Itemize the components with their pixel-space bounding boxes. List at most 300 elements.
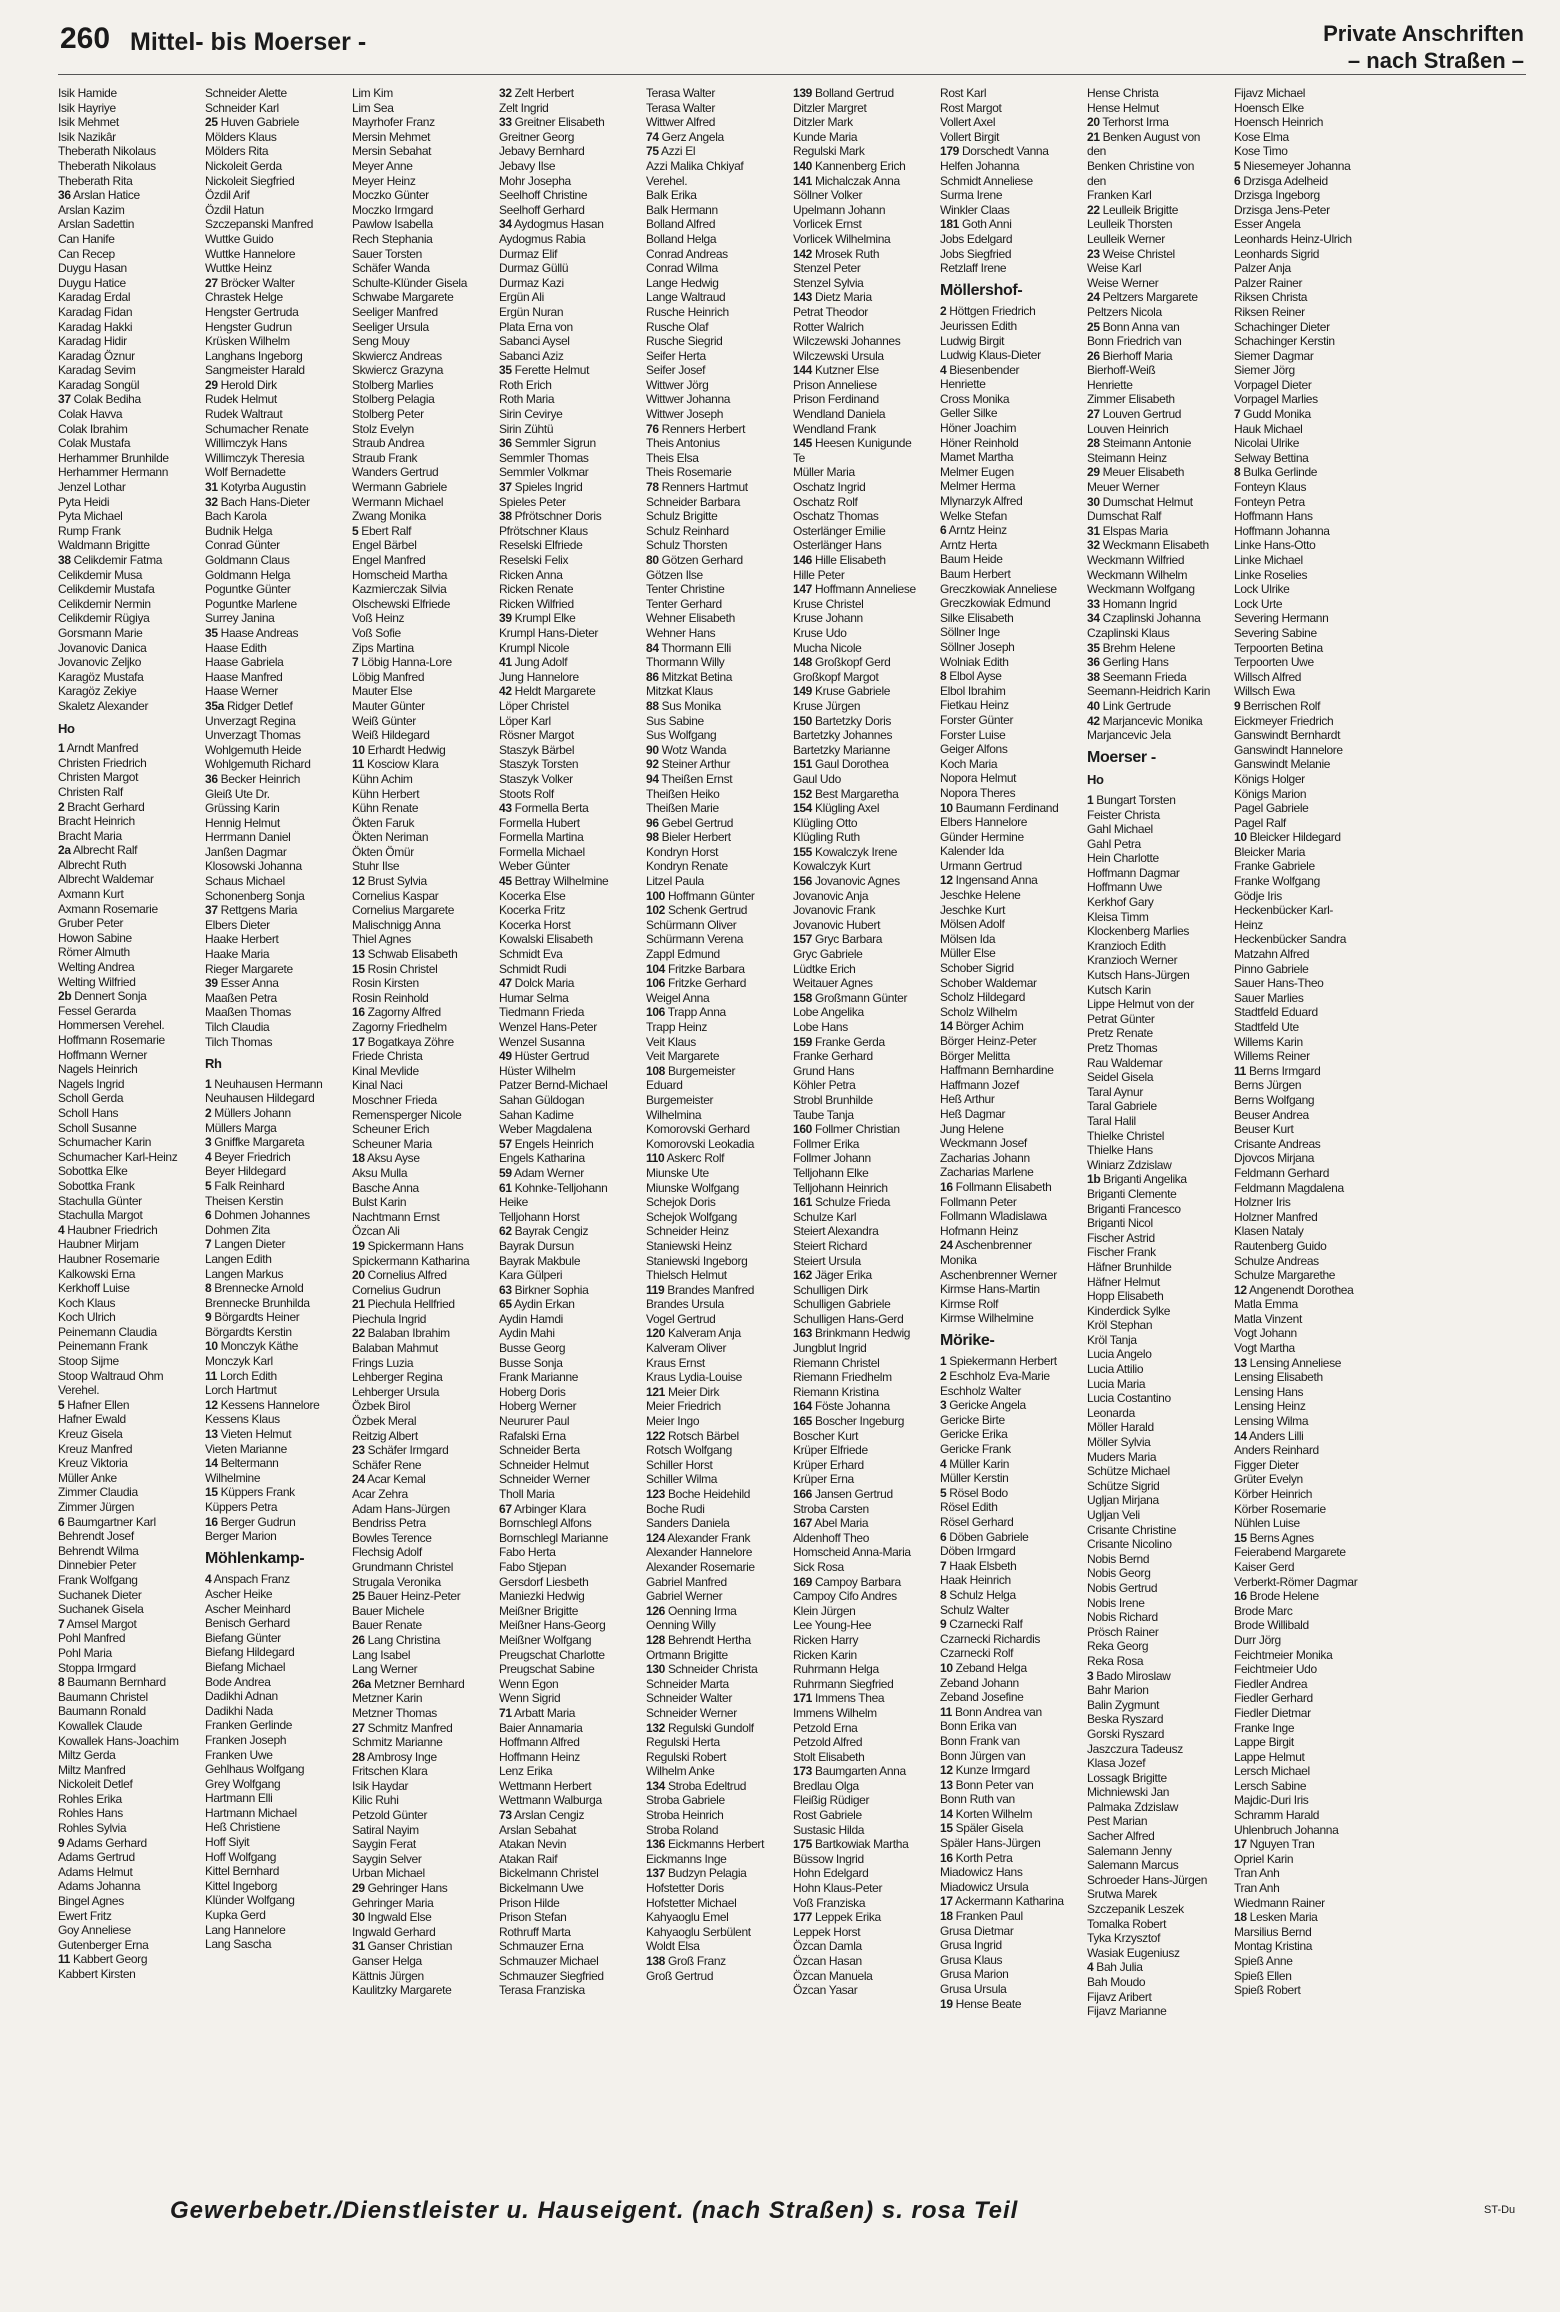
directory-entry: 76 Renners Herbert bbox=[646, 421, 746, 436]
directory-entry: Verehel. bbox=[646, 173, 688, 188]
directory-entry: Cornelius Margarete bbox=[352, 903, 455, 918]
directory-entry: Basche Anna bbox=[352, 1180, 419, 1195]
directory-entry: 39 Esser Anna bbox=[205, 976, 279, 991]
house-number: 15 bbox=[352, 961, 365, 976]
directory-entry: 10 Monczyk Käthe bbox=[205, 1339, 299, 1354]
directory-entry: Bolland Helga bbox=[646, 231, 717, 246]
house-number: 31 bbox=[352, 1939, 365, 1954]
directory-entry: Schwabe Margarete bbox=[352, 290, 454, 305]
directory-entry: Theißen Marie bbox=[646, 801, 719, 816]
directory-entry: Karadag Songül bbox=[58, 377, 140, 392]
directory-entry: Mayrhofer Franz bbox=[352, 115, 435, 130]
directory-entry: 119 Brandes Manfred bbox=[646, 1282, 755, 1297]
directory-entry: Baum Herbert bbox=[940, 567, 1011, 581]
house-number: 104 bbox=[646, 961, 665, 976]
directory-entry: Prison Stefan bbox=[499, 1910, 567, 1925]
directory-entry: 2a Albrecht Ralf bbox=[58, 843, 138, 858]
directory-entry: Bayrak Dursun bbox=[499, 1238, 574, 1253]
directory-entry: 13 Bonn Peter van bbox=[940, 1777, 1034, 1792]
directory-entry: Sobottka Frank bbox=[58, 1178, 135, 1193]
directory-entry: Gersdorf Liesbeth bbox=[499, 1574, 589, 1589]
directory-entry: Isik Nazikâr bbox=[58, 129, 116, 144]
directory-entry: 6 Döben Gabriele bbox=[940, 1529, 1029, 1544]
directory-entry: 1 Arndt Manfred bbox=[58, 741, 139, 756]
directory-entry: Sauer Marlies bbox=[1234, 990, 1304, 1005]
directory-entry: Semmler Thomas bbox=[499, 450, 589, 465]
directory-entry: Gleiß Ute Dr. bbox=[205, 786, 270, 801]
directory-entry: Krüper Erna bbox=[793, 1472, 854, 1487]
directory-entry: Dadikhi Adnan bbox=[205, 1689, 278, 1704]
directory-entry: Albrecht Waldemar bbox=[58, 872, 154, 887]
directory-entry: Patzer Bernd-Michael bbox=[499, 1078, 608, 1093]
directory-entry: 8 Schulz Helga bbox=[940, 1587, 1016, 1602]
directory-entry: Steimann Heinz bbox=[1087, 450, 1167, 465]
directory-entry: 8 Bulka Gerlinde bbox=[1234, 465, 1318, 480]
directory-entry: Lobe Angelika bbox=[793, 1005, 864, 1020]
directory-entry: 6 Dohmen Johannes bbox=[205, 1208, 310, 1223]
directory-entry: Rohles Sylvia bbox=[58, 1821, 127, 1836]
directory-entry: 12 Ingensand Anna bbox=[940, 873, 1038, 888]
directory-entry: Voß Heinz bbox=[352, 611, 405, 626]
directory-entry: Jeschke Kurt bbox=[940, 902, 1006, 917]
directory-entry: Haake Maria bbox=[205, 947, 270, 962]
house-number: 13 bbox=[940, 1777, 953, 1792]
directory-entry: Hohn Klaus-Peter bbox=[793, 1881, 883, 1896]
directory-entry: Monika bbox=[940, 1252, 977, 1267]
directory-entry: 37 Spieles Ingrid bbox=[499, 480, 583, 495]
house-number: 11 bbox=[1234, 1063, 1246, 1078]
directory-entry: Gaul Udo bbox=[793, 771, 841, 786]
house-number: 18 bbox=[352, 1151, 365, 1166]
directory-entry: 29 Meuer Elisabeth bbox=[1087, 465, 1185, 480]
house-number: 2b bbox=[58, 989, 72, 1004]
directory-entry: Kondryn Horst bbox=[646, 844, 719, 859]
directory-entry: Scheuner Maria bbox=[352, 1136, 432, 1151]
directory-entry: Ewert Fritz bbox=[58, 1908, 112, 1923]
directory-entry: Willems Reiner bbox=[1234, 1049, 1310, 1064]
house-number: 49 bbox=[499, 1049, 512, 1064]
house-number: 4 bbox=[205, 1149, 212, 1164]
directory-entry: Ricken Karin bbox=[793, 1647, 857, 1662]
house-number: 9 bbox=[940, 1617, 947, 1632]
directory-entry: Zeband Josefine bbox=[940, 1690, 1024, 1705]
house-number: 30 bbox=[1087, 494, 1100, 509]
directory-entry: Meier Ingo bbox=[646, 1414, 700, 1429]
directory-entry: Pest Marian bbox=[1087, 1814, 1148, 1829]
directory-entry: Severing Sabine bbox=[1234, 625, 1317, 640]
directory-entry: Zips Martina bbox=[352, 640, 414, 655]
directory-entry: Königs Marion bbox=[1234, 786, 1307, 801]
directory-entry: Fonteyn Klaus bbox=[1234, 480, 1307, 495]
directory-entry: Cornelius Gudrun bbox=[352, 1282, 441, 1297]
directory-entry: Briganti Francesco bbox=[1087, 1201, 1181, 1216]
directory-entry: Burgemeister bbox=[646, 1092, 714, 1107]
house-number: 11 bbox=[205, 1368, 217, 1383]
directory-entry: Baier Annamaria bbox=[499, 1720, 583, 1735]
directory-entry: Mucha Nicole bbox=[793, 640, 862, 655]
directory-entry: Hoffmann Rosemarie bbox=[58, 1033, 165, 1047]
directory-entry: Kowalski Elisabeth bbox=[499, 932, 593, 947]
directory-entry: Palmaka Zdzislaw bbox=[1087, 1799, 1179, 1814]
directory-entry: Haak Heinrich bbox=[940, 1573, 1011, 1588]
directory-entry: 5 Hafner Ellen bbox=[58, 1397, 130, 1412]
directory-entry: Hoberg Doris bbox=[499, 1384, 566, 1399]
directory-entry: Fiedler Andrea bbox=[1234, 1676, 1308, 1691]
directory-entry: 35 Brehm Helene bbox=[1087, 640, 1176, 655]
directory-column bbox=[352, 86, 499, 2186]
house-number: 13 bbox=[352, 947, 365, 962]
directory-entry: Vorlicek Ernst bbox=[793, 217, 862, 232]
directory-entry: Celikdemir Nermin bbox=[58, 596, 151, 611]
directory-entry: Reka Rosa bbox=[1087, 1653, 1144, 1668]
directory-entry: Tilch Claudia bbox=[205, 1020, 270, 1034]
directory-entry: Hille Peter bbox=[793, 567, 845, 582]
directory-entry: Mohr Josepha bbox=[499, 173, 571, 188]
directory-entry: Schmidt Rudi bbox=[499, 961, 567, 976]
directory-entry: Wolf Bernadette bbox=[205, 465, 286, 480]
directory-entry: Colak Ibrahim bbox=[58, 421, 128, 436]
directory-entry: 31 Elspas Maria bbox=[1087, 523, 1168, 538]
directory-entry: Wilczewski Ursula bbox=[793, 348, 884, 363]
house-number: 167 bbox=[793, 1516, 812, 1531]
directory-entry: 124 Alexander Frank bbox=[646, 1530, 751, 1545]
directory-entry: 25 Bauer Heinz-Peter bbox=[352, 1589, 461, 1604]
directory-entry: 86 Mitzkat Betina bbox=[646, 669, 733, 684]
directory-entry: Lenz Erika bbox=[499, 1764, 553, 1779]
directory-entry: Kunde Maria bbox=[793, 129, 858, 144]
directory-entry: 13 Lensing Anneliese bbox=[1234, 1355, 1342, 1370]
directory-entry: Kranzioch Edith bbox=[1087, 938, 1166, 953]
page-number: 260 bbox=[60, 22, 111, 55]
house-number: 17 bbox=[352, 1034, 365, 1049]
directory-entry: Gorski Ryszard bbox=[1087, 1726, 1165, 1741]
directory-entry: 43 Formella Berta bbox=[499, 801, 589, 816]
directory-entry: Aydogmus Rabia bbox=[499, 231, 586, 246]
directory-entry: Feldmann Magdalena bbox=[1234, 1180, 1344, 1195]
directory-entry: Kutsch Hans-Jürgen bbox=[1087, 968, 1190, 983]
directory-entry: Lang Isabel bbox=[352, 1647, 411, 1662]
directory-entry: Kruse Jürgen bbox=[793, 698, 861, 713]
house-number: 152 bbox=[793, 786, 812, 801]
directory-entry: Stachulla Margot bbox=[58, 1208, 143, 1223]
directory-entry: Staniewski Heinz bbox=[646, 1238, 732, 1253]
directory-entry: Lucia Maria bbox=[1087, 1376, 1146, 1391]
directory-entry: Baumann Christel bbox=[58, 1689, 148, 1704]
directory-entry: Budnik Helga bbox=[205, 523, 273, 538]
directory-entry: 156 Jovanovic Agnes bbox=[793, 874, 900, 889]
directory-entry: 35 Ferette Helmut bbox=[499, 363, 590, 378]
directory-entry: 35a Ridger Detlef bbox=[205, 698, 293, 713]
directory-entry: Nopora Theres bbox=[940, 785, 1016, 800]
directory-entry: Gericke Birte bbox=[940, 1412, 1005, 1427]
directory-entry: 12 Angenendt Dorothea bbox=[1234, 1282, 1354, 1297]
directory-entry: 71 Arbatt Maria bbox=[499, 1705, 576, 1720]
directory-entry: Greitner Georg bbox=[499, 129, 575, 144]
directory-entry: 4 Anspach Franz bbox=[205, 1572, 290, 1587]
directory-entry: Klügling Otto bbox=[793, 815, 858, 830]
directory-entry: 104 Fritzke Barbara bbox=[646, 961, 745, 976]
directory-entry: Hoensch Elke bbox=[1234, 100, 1304, 115]
directory-entry: Kazmierczak Silvia bbox=[352, 582, 447, 597]
house-number: 25 bbox=[205, 115, 218, 130]
directory-entry: Hoffmann Uwe bbox=[1087, 880, 1162, 895]
directory-entry: Staszyk Torsten bbox=[499, 757, 579, 772]
directory-entry: Terpoorten Uwe bbox=[1234, 655, 1314, 670]
house-number: 126 bbox=[646, 1603, 665, 1618]
directory-entry: Moczko Irmgard bbox=[352, 202, 434, 217]
directory-entry: Gryc Gabriele bbox=[793, 947, 863, 962]
directory-entry: 73 Arslan Cengiz bbox=[499, 1808, 585, 1823]
directory-entry: Brode Willibald bbox=[1234, 1618, 1309, 1633]
directory-entry: 16 Follmann Elisabeth bbox=[940, 1179, 1052, 1194]
directory-entry: 25 Bonn Anna van bbox=[1087, 319, 1180, 334]
directory-entry: Winiarz Zdzislaw bbox=[1087, 1157, 1172, 1172]
directory-entry: Figger Dieter bbox=[1234, 1457, 1299, 1472]
directory-entry: Weckmann Wilhelm bbox=[1087, 567, 1188, 582]
directory-entry: Hoffmann Alfred bbox=[499, 1735, 580, 1750]
directory-entry: Kleisa Timm bbox=[1087, 909, 1149, 924]
directory-entry: Krumpl Hans-Dieter bbox=[499, 625, 599, 640]
directory-entry: Özcan Damla bbox=[793, 1939, 862, 1954]
house-number: 29 bbox=[205, 377, 218, 392]
directory-entry: Bleicker Maria bbox=[1234, 844, 1306, 859]
house-number: 11 bbox=[58, 1952, 70, 1967]
directory-entry: Grund Hans bbox=[793, 1063, 855, 1078]
directory-entry: Wuttke Guido bbox=[205, 231, 274, 246]
directory-entry: 14 Börger Achim bbox=[940, 1019, 1024, 1034]
directory-entry: Mölsen Adolf bbox=[940, 917, 1005, 932]
directory-entry: 29 Herold Dirk bbox=[205, 377, 277, 392]
directory-entry: Oschatz Thomas bbox=[793, 509, 879, 524]
house-number: 75 bbox=[646, 144, 659, 159]
directory-entry: 158 Großmann Günter bbox=[793, 990, 908, 1005]
directory-entry: Stolberg Peter bbox=[352, 407, 424, 422]
directory-entry: Szczepanski Manfred bbox=[205, 217, 314, 232]
directory-entry: 143 Dietz Maria bbox=[793, 290, 872, 305]
directory-entry: Grusa Marion bbox=[940, 1967, 1009, 1982]
directory-entry: 34 Czaplinski Johanna bbox=[1087, 611, 1201, 626]
directory-entry: 134 Stroba Edeltrud bbox=[646, 1778, 747, 1793]
directory-entry: Schneider Werner bbox=[499, 1472, 590, 1487]
directory-entry: Bonn Ruth van bbox=[940, 1792, 1015, 1807]
house-number: 100 bbox=[646, 888, 665, 903]
house-number: 28 bbox=[1087, 436, 1100, 451]
directory-entry: Thiel Agnes bbox=[352, 932, 411, 947]
directory-entry: Söllner Inge bbox=[940, 625, 1000, 640]
directory-entry: Riksen Christa bbox=[1234, 290, 1308, 305]
directory-entry: Silke Elisabeth bbox=[940, 610, 1014, 625]
directory-entry: Herhammer Hermann bbox=[58, 465, 169, 480]
house-number: 26 bbox=[1087, 348, 1100, 363]
directory-entry: Haase Gabriela bbox=[205, 655, 284, 670]
directory-entry: 8 Baumann Bernhard bbox=[58, 1675, 166, 1690]
directory-entry: Scholl Susanne bbox=[58, 1120, 137, 1135]
directory-entry: Weckmann Wolfgang bbox=[1087, 582, 1195, 597]
directory-entry: Durmaz Kazi bbox=[499, 275, 564, 290]
directory-entry: Stoppa Irmgard bbox=[58, 1660, 136, 1675]
house-number: 32 bbox=[499, 86, 512, 100]
directory-entry: 12 Brust Sylvia bbox=[352, 874, 427, 889]
directory-entry: Kröl Tanja bbox=[1087, 1332, 1137, 1347]
directory-entry: Fabo Stjepan bbox=[499, 1559, 567, 1574]
directory-entry: Arslan Sadettin bbox=[58, 217, 135, 232]
directory-entry: Seifer Herta bbox=[646, 348, 706, 363]
directory-entry: 171 Immens Thea bbox=[793, 1691, 885, 1706]
directory-entry: Feichtmeier Monika bbox=[1234, 1647, 1333, 1662]
directory-entry: 15 Berns Agnes bbox=[1234, 1530, 1314, 1545]
directory-entry: 33 Greitner Elisabeth bbox=[499, 115, 605, 130]
directory-entry: Bowles Terence bbox=[352, 1530, 432, 1545]
directory-entry: Karadag Erdal bbox=[58, 290, 131, 305]
directory-entry: Meißner Hans-Georg bbox=[499, 1618, 606, 1633]
directory-entry: Kreuz Manfred bbox=[58, 1441, 133, 1456]
directory-entry: Jobs Siegfried bbox=[940, 246, 1012, 261]
directory-entry: 28 Ambrosy Inge bbox=[352, 1749, 437, 1764]
directory-entry: 61 Kohnke-Telljohann bbox=[499, 1180, 608, 1195]
directory-entry: Ditzler Margret bbox=[793, 100, 867, 115]
directory-entry: Tholl Maria bbox=[499, 1487, 555, 1501]
directory-entry: Fiedler Gerhard bbox=[1234, 1691, 1313, 1706]
directory-entry: Wenzel Hans-Peter bbox=[499, 1020, 597, 1034]
page-header bbox=[0, 0, 1560, 82]
directory-entry: Petzold Erna bbox=[793, 1720, 858, 1735]
directory-entry: 166 Jansen Gertrud bbox=[793, 1487, 893, 1501]
directory-entry: 5 Niesemeyer Johanna bbox=[1234, 158, 1351, 173]
directory-entry: Mölsen Ida bbox=[940, 931, 996, 946]
directory-entry: Matla Vinzent bbox=[1234, 1311, 1302, 1326]
directory-entry: 13 Schwab Elisabeth bbox=[352, 947, 458, 962]
directory-entry: Klügling Ruth bbox=[793, 830, 860, 845]
directory-entry: 4 Bah Julia bbox=[1087, 1960, 1143, 1975]
directory-entry: Komorovski Leokadia bbox=[646, 1136, 755, 1151]
directory-entry: Kruse Johann bbox=[793, 611, 863, 626]
directory-entry: Marjancevic Jela bbox=[1087, 728, 1171, 743]
directory-entry: Hoffmann Hans bbox=[1234, 509, 1313, 524]
directory-entry: Louven Heinrich bbox=[1087, 421, 1169, 436]
directory-entry: 36 Semmler Sigrun bbox=[499, 436, 596, 451]
street-heading: Ho bbox=[1087, 772, 1104, 788]
directory-entry: Isik Haydar bbox=[352, 1778, 409, 1793]
house-number: 14 bbox=[940, 1806, 953, 1821]
directory-entry: Wolniak Edith bbox=[940, 654, 1009, 669]
directory-entry: 5 Ebert Ralf bbox=[352, 523, 412, 538]
directory-entry: Stoots Rolf bbox=[499, 786, 554, 801]
directory-entry: Poguntke Marlene bbox=[205, 596, 297, 611]
directory-entry: Bode Andrea bbox=[205, 1674, 271, 1689]
directory-entry: Kutsch Karin bbox=[1087, 982, 1151, 997]
directory-entry: Klosowski Johanna bbox=[205, 859, 302, 874]
house-number: 90 bbox=[646, 742, 659, 757]
directory-entry: Mauter Else bbox=[352, 684, 413, 699]
directory-column bbox=[1087, 86, 1234, 2186]
directory-entry: Wehner Elisabeth bbox=[646, 611, 735, 626]
house-number: 76 bbox=[646, 421, 659, 436]
directory-entry: Flechsig Adolf bbox=[352, 1545, 422, 1560]
directory-entry: Berns Wolfgang bbox=[1234, 1092, 1315, 1107]
directory-entry: Sauer Torsten bbox=[352, 246, 422, 261]
house-number: 2 bbox=[940, 304, 947, 319]
directory-entry: Stoop Sijme bbox=[58, 1354, 119, 1369]
directory-entry: 137 Budzyn Pelagia bbox=[646, 1866, 747, 1881]
directory-entry: Jeurissen Edith bbox=[940, 318, 1017, 333]
directory-entry: Brennecke Brunhilda bbox=[205, 1295, 310, 1310]
house-number: 1 bbox=[58, 741, 65, 756]
directory-entry: Börgardts Kerstin bbox=[205, 1324, 292, 1339]
directory-entry: Ugljan Veli bbox=[1087, 1508, 1140, 1522]
directory-entry: Roth Maria bbox=[499, 392, 555, 407]
directory-entry: Geller Silke bbox=[940, 406, 998, 421]
directory-entry: Satiral Nayim bbox=[352, 1822, 419, 1837]
directory-entry: Biefang Günter bbox=[205, 1630, 281, 1645]
directory-entry: Klasa Jozef bbox=[1087, 1756, 1146, 1771]
directory-entry: Frank Wolfgang bbox=[58, 1572, 138, 1587]
directory-entry: Stadtfeld Eduard bbox=[1234, 1005, 1318, 1020]
directory-entry: Zappl Edmund bbox=[646, 947, 720, 962]
house-number: 13 bbox=[205, 1427, 218, 1442]
directory-entry: Ricken Wilfried bbox=[499, 596, 574, 611]
directory-entry: Mölders Rita bbox=[205, 144, 269, 159]
directory-entry: 11 Kabbert Georg bbox=[58, 1952, 148, 1967]
directory-entry: Hoffmann Werner bbox=[58, 1047, 148, 1062]
directory-entry: Regulski Mark bbox=[793, 144, 865, 159]
directory-entry: 7 Haak Elsbeth bbox=[940, 1558, 1017, 1573]
directory-entry: Rusche Olaf bbox=[646, 319, 709, 334]
directory-entry: Heike bbox=[499, 1195, 528, 1210]
directory-entry: 162 Jäger Erika bbox=[793, 1268, 872, 1283]
directory-entry: Rost Gabriele bbox=[793, 1808, 862, 1823]
directory-entry: 7 Gudd Monika bbox=[1234, 407, 1311, 422]
house-number: 17 bbox=[940, 1894, 953, 1909]
directory-entry: Jungblut Ingrid bbox=[793, 1341, 867, 1356]
directory-entry: 26 Lang Christina bbox=[352, 1632, 441, 1647]
house-number: 162 bbox=[793, 1268, 812, 1283]
directory-entry: Hoberg Werner bbox=[499, 1399, 577, 1414]
directory-entry: Lange Waltraud bbox=[646, 290, 726, 305]
directory-entry: Schumacher Renate bbox=[205, 421, 309, 436]
directory-entry: Wermann Michael bbox=[352, 494, 444, 509]
directory-entry: Berger Marion bbox=[205, 1529, 277, 1544]
directory-entry: Rost Margot bbox=[940, 100, 1002, 115]
house-number: 86 bbox=[646, 669, 659, 684]
directory-entry: Miadowicz Ursula bbox=[940, 1879, 1029, 1894]
directory-entry: Franken Gerlinde bbox=[205, 1718, 293, 1733]
directory-entry: Atakan Raif bbox=[499, 1851, 558, 1866]
directory-entry: 164 Föste Johanna bbox=[793, 1399, 890, 1414]
directory-entry: Hense Helmut bbox=[1087, 100, 1159, 115]
house-number: 173 bbox=[793, 1764, 812, 1779]
directory-entry: Wittwer Joseph bbox=[646, 407, 724, 422]
directory-entry: Isik Hayriye bbox=[58, 100, 116, 115]
directory-entry: Veit Klaus bbox=[646, 1034, 696, 1049]
house-number: 141 bbox=[793, 173, 812, 188]
directory-entry: Fonteyn Petra bbox=[1234, 494, 1305, 509]
directory-entry: 14 Korten Wilhelm bbox=[940, 1806, 1033, 1821]
directory-entry: Theis Rosemarie bbox=[646, 465, 732, 480]
directory-entry: Vorpagel Marlies bbox=[1234, 392, 1318, 407]
house-number: 25 bbox=[352, 1589, 365, 1604]
directory-entry: Lock Ulrike bbox=[1234, 582, 1290, 597]
directory-entry: Schürmann Oliver bbox=[646, 917, 737, 932]
directory-entry: Wenn Sigrid bbox=[499, 1691, 561, 1706]
house-number: 160 bbox=[793, 1122, 812, 1137]
house-number: 119 bbox=[646, 1282, 665, 1297]
directory-entry: Gericke Erika bbox=[940, 1427, 1008, 1442]
directory-entry: Montag Kristina bbox=[1234, 1939, 1313, 1954]
directory-entry: 8 Elbol Ayse bbox=[940, 669, 1002, 684]
directory-entry: Groß Gertrud bbox=[646, 1968, 714, 1983]
house-number: 128 bbox=[646, 1632, 665, 1647]
directory-entry: Frank Marianne bbox=[499, 1370, 579, 1385]
